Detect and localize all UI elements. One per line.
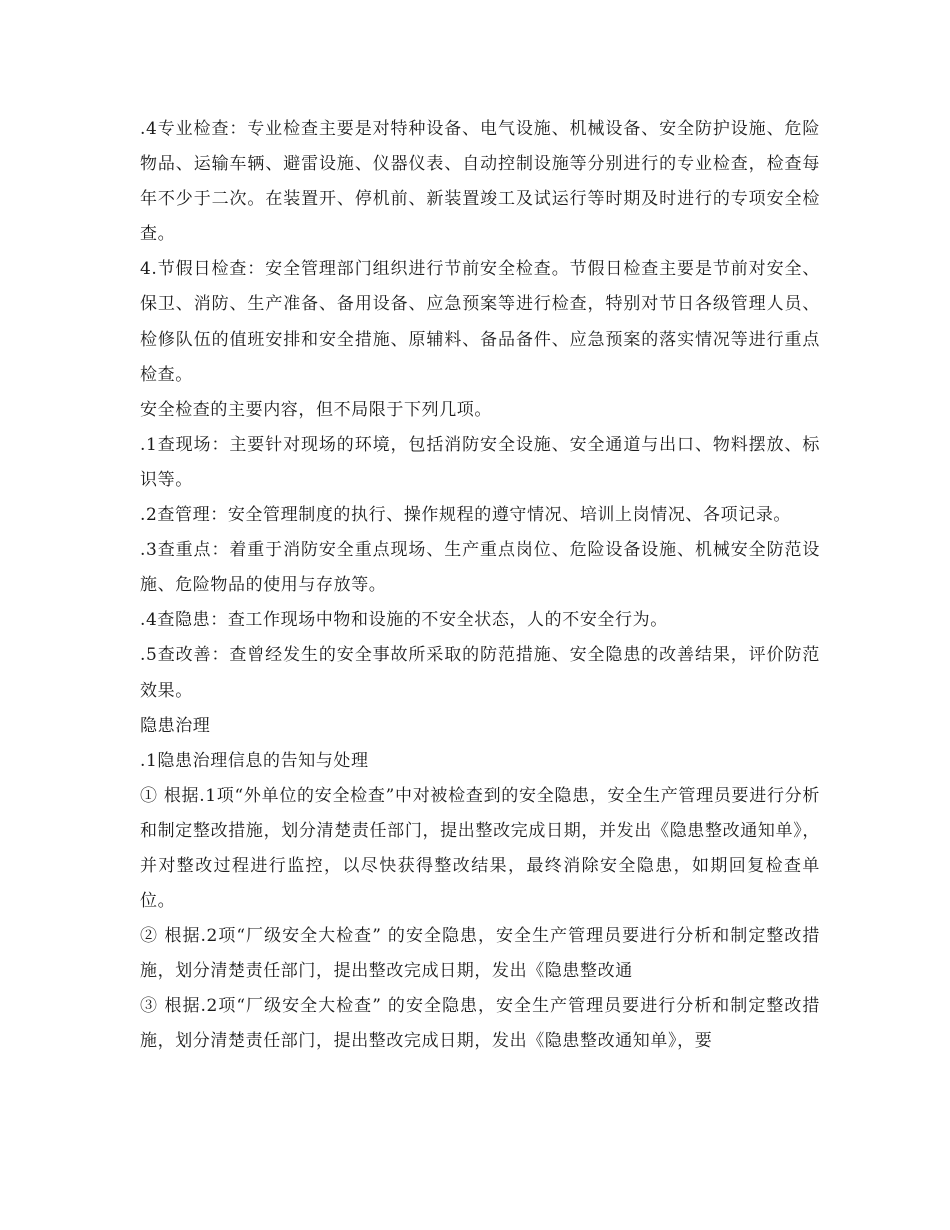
section-heading-hazard-treatment: 隐患治理 <box>140 715 211 736</box>
paragraph-professional-inspection: .4专业检查：专业检查主要是对特种设备、电气设施、机械设备、安全防护设施、危险物品、运输车辆、避雷设施、仪器仪表、自动控制设施等分别进行的专业检查，检查每年不少于二次。在装置开、停机前、新装置竣工及试运行等时期及时进行的专项安全检查。 <box>140 119 820 245</box>
subheading-hazard-notification: .1隐患治理信息的告知与处理 <box>140 750 369 771</box>
paragraph-check-site: .1查现场：主要针对现场的环境，包括消防安全设施、安全通道与出口、物料摆放、标识等。 <box>140 434 820 490</box>
list-item-2: ② 根据.2项“厂级安全大检查” 的安全隐患，安全生产管理员要进行分析和制定整改措施，划分清楚责任部门，提出整改完成日期，发出《隐患整改通 <box>140 926 820 982</box>
paragraph-check-management: .2查管理：安全管理制度的执行、操作规程的遵守情况、培训上岗情况、各项记录。 <box>140 505 792 526</box>
document-body <box>140 112 820 1060</box>
paragraph-check-improvement: .5查改善：查曾经发生的安全事故所采取的防范措施、安全隐患的改善结果，评价防范效果。 <box>140 645 820 701</box>
paragraph-check-key-points: .3查重点：着重于消防安全重点现场、生产重点岗位、危险设备设施、机械安全防范设施、危险物品的使用与存放等。 <box>140 540 820 596</box>
paragraph-check-hazards: .4查隐患：查工作现场中物和设施的不安全状态，人的不安全行为。 <box>140 610 668 631</box>
paragraph-holiday-inspection: 4.节假日检查：安全管理部门组织进行节前安全检查。节假日检查主要是节前对安全、保卫、消防、生产准备、备用设备、应急预案等进行检查，特别对节日各级管理人员、检修队伍的值班安排和安全措施、原辅料、备品备件、应急预案的落实情况等进行重点检查。 <box>140 259 820 385</box>
paragraph-inspection-content-intro: 安全检查的主要内容，但不局限于下列几项。 <box>140 399 492 420</box>
list-item-1: ① 根据.1项“外单位的安全检查”中对被检查到的安全隐患，安全生产管理员要进行分析和制定整改措施，划分清楚责任部门，提出整改完成日期，并发出《隐患整改通知单》，并对整改过程进行监控，以尽快获得整改结果，最终消除安全隐患，如期回复检查单位。 <box>140 785 820 912</box>
list-item-3: ③ 根据.2项“厂级安全大检查” 的安全隐患，安全生产管理员要进行分析和制定整改措施，划分清楚责任部门，提出整改完成日期，发出《隐患整改通知单》，要 <box>140 996 820 1052</box>
